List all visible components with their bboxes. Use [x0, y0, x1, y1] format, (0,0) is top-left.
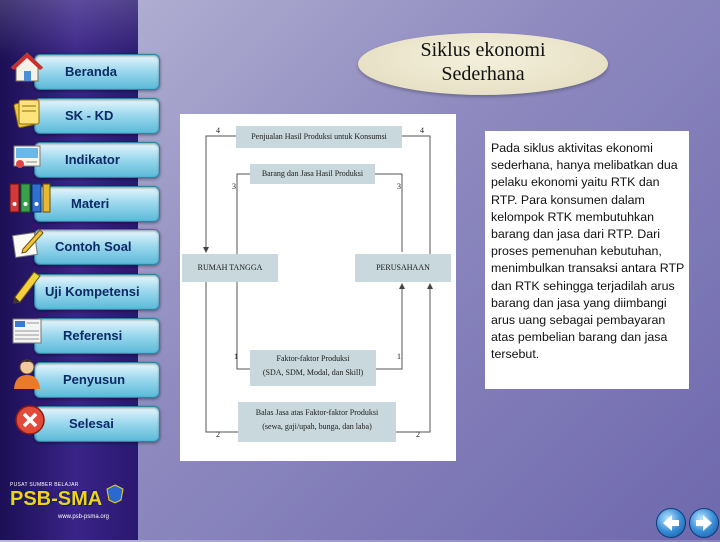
- arrow-left-icon: [657, 509, 685, 537]
- menu-materi-button[interactable]: [34, 186, 160, 222]
- prev-button[interactable]: [656, 508, 686, 538]
- menu-selesai-button[interactable]: [34, 406, 160, 442]
- step-number: 4: [216, 126, 220, 135]
- step-number: 2: [216, 430, 220, 439]
- perusahaan-label: PERUSAHAAN: [376, 263, 430, 272]
- pencil-icon: [10, 270, 44, 304]
- binders-icon: [8, 180, 52, 214]
- logo-url: www.psb-psma.org: [58, 514, 110, 520]
- top-outer-box: [236, 126, 402, 148]
- emblem-icon: [106, 484, 124, 504]
- top-inner-box: [250, 164, 375, 184]
- title-oval: [358, 33, 608, 95]
- rumah-tangga-label: RUMAH TANGGA: [197, 263, 263, 272]
- description-panel: [485, 131, 689, 389]
- step-number: 1: [397, 352, 401, 361]
- top-inner-label: Barang dan Jasa Hasil Produksi: [261, 169, 364, 178]
- newspaper-icon: [10, 314, 44, 348]
- logo-name: PSB-SMA: [10, 488, 103, 510]
- menu-penyusun-button[interactable]: [34, 362, 160, 398]
- menu-label: Contoh Soal: [55, 239, 132, 254]
- next-button[interactable]: [689, 508, 719, 538]
- close-icon: [14, 404, 46, 436]
- menu-contoh-soal-button[interactable]: [34, 229, 160, 265]
- menu-indikator-button[interactable]: [34, 142, 160, 178]
- bottom-inner-label-2: (SDA, SDM, Modal, dan Skill): [262, 368, 364, 377]
- bottom-inner-box: [250, 350, 376, 386]
- menu-beranda-button[interactable]: [34, 54, 160, 90]
- page-title-line2: Sederhana: [441, 63, 525, 85]
- menu-label: Beranda: [65, 64, 118, 79]
- certificate-icon: [10, 140, 44, 174]
- arrow-right-icon: [690, 509, 718, 537]
- notebook-icon: [10, 96, 44, 130]
- pencil-paper-icon: [10, 226, 44, 260]
- menu-label: Indikator: [65, 152, 120, 167]
- menu-label: Uji Kompetensi: [45, 284, 140, 299]
- bottom-outer-box: [238, 402, 396, 442]
- menu-label: Referensi: [63, 328, 123, 343]
- menu-referensi-button[interactable]: [34, 318, 160, 354]
- description-text: Pada siklus aktivitas ekonomi sederhana, hanya melibatkan dua pelaku ekonomi yaitu RTK dan RTP. Para konsumen dalam kelompok RTK membutuhkan barang dan jasa dari RTP. Dari proses pemenuhan kebutuhan, menimbulkan transaksi antara RTP dan RTK sehingga terjadilah arus barang dan jasa yang diimbangi arus uang sebagai pembayaran atas pembelian barang dan jasa tersebut.: [491, 141, 685, 362]
- person-icon: [10, 356, 44, 390]
- step-number: 3: [397, 182, 401, 191]
- menu-label: Penyusun: [63, 372, 126, 387]
- page-title-line1: Siklus ekonomi: [420, 39, 546, 61]
- step-number: 1: [234, 352, 238, 361]
- step-number: 2: [416, 430, 420, 439]
- perusahaan-box: [355, 254, 451, 282]
- menu-label: SK - KD: [65, 108, 114, 123]
- rumah-tangga-box: [182, 254, 278, 282]
- bottom-outer-label-2: (sewa, gaji/upah, bunga, dan laba): [262, 422, 372, 431]
- economic-cycle-diagram: [180, 114, 456, 461]
- menu-sk-kd-button[interactable]: [34, 98, 160, 134]
- step-number: 3: [232, 182, 236, 191]
- menu-label: Selesai: [69, 416, 114, 431]
- menu-uji-kompetensi-button[interactable]: [34, 274, 160, 310]
- bottom-inner-label-1: Faktor-faktor Produksi: [276, 354, 350, 363]
- bottom-outer-label-1: Balas Jasa atas Faktor-faktor Produksi: [255, 408, 379, 417]
- home-icon: [10, 50, 44, 84]
- logo-top-text: PUSAT SUMBER BELAJAR: [10, 482, 79, 488]
- top-outer-label: Penjualan Hasil Produksi untuk Konsumsi: [251, 132, 387, 141]
- step-number: 4: [420, 126, 424, 135]
- psb-sma-logo: [4, 472, 132, 528]
- menu-label: Materi: [71, 196, 110, 211]
